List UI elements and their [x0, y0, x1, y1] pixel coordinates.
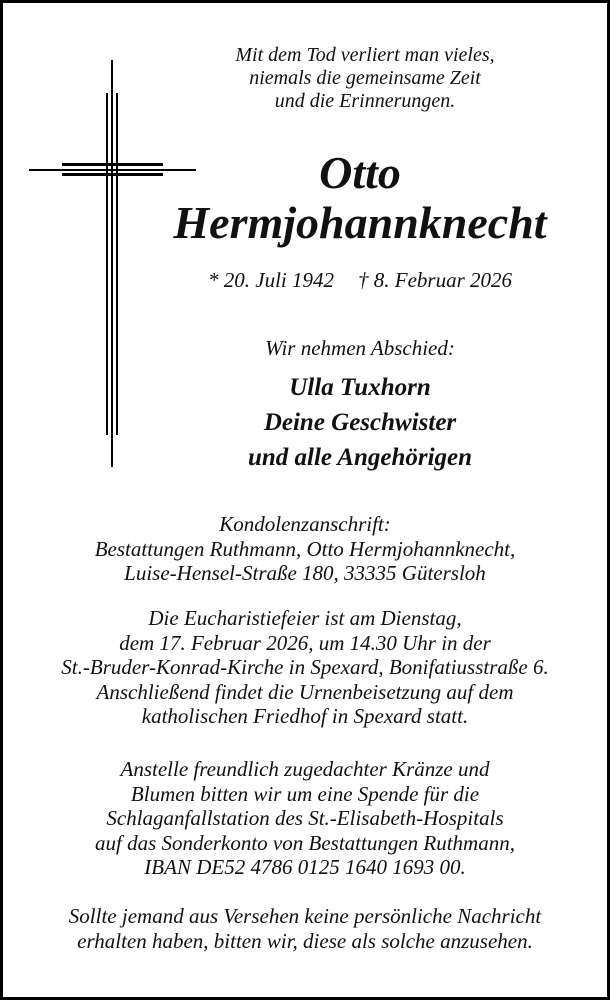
- donation-line: auf das Sonderkonto von Bestattungen Ruthmann,: [95, 830, 515, 855]
- donation-line: Schlaganfallstation des St.-Elisabeth-Hospitals: [106, 806, 504, 830]
- death-date: † 8. Februar 2026: [358, 268, 512, 292]
- service-line: St.-Bruder-Konrad-Kirche in Spexard, Bonifatiusstraße 6.: [61, 655, 549, 679]
- motto-line: Mit dem Tod verliert man vieles,: [235, 44, 495, 66]
- service-line: dem 17. Februar 2026, um 14.30 Uhr in der: [119, 630, 491, 655]
- condolence-line: Bestattungen Ruthmann, Otto Hermjohannknecht,: [94, 536, 516, 561]
- service-line: Anschließend findet die Urnenbeisetzung auf dem: [96, 679, 514, 704]
- first-name: Otto: [319, 147, 401, 198]
- last-name: Hermjohannknecht: [173, 197, 547, 248]
- farewell-text: Wir nehmen Abschied:: [265, 336, 455, 360]
- deceased-name: [130, 148, 590, 248]
- motto-quote: [200, 44, 530, 113]
- life-dates: [180, 268, 540, 293]
- notice-line: Sollte jemand aus Versehen keine persönliche Nachricht: [68, 904, 542, 928]
- donation-line: IBAN DE52 4786 0125 1640 1693 00.: [144, 855, 466, 879]
- birth-date: * 20. Juli 1942: [208, 268, 334, 292]
- mourner: Ulla Tuxhorn: [289, 374, 431, 401]
- motto-line: und die Erinnerungen.: [274, 90, 456, 112]
- motto-line: niemals die gemeinsame Zeit: [249, 67, 481, 89]
- condolence-address: [10, 512, 600, 586]
- mourner: Deine Geschwister: [263, 409, 457, 436]
- service-line: Die Eucharistiefeier ist am Dienstag,: [148, 606, 462, 630]
- condolence-line: Luise-Hensel-Straße 180, 33335 Gütersloh: [124, 561, 486, 585]
- service-info: [10, 606, 600, 729]
- service-line: katholischen Friedhof in Spexard statt.: [141, 704, 469, 728]
- farewell-intro: [180, 336, 540, 361]
- donation-line: Blumen bitten wir um eine Spende für die: [130, 781, 480, 806]
- mourners-list: [180, 370, 540, 475]
- donation-line: Anstelle freundlich zugedachter Kränze und: [120, 757, 490, 781]
- notice-line: erhalten haben, bitten wir, diese als solche anzusehen.: [77, 928, 533, 953]
- notice-text: [10, 904, 600, 953]
- mourner: und alle Angehörigen: [247, 444, 473, 471]
- donation-info: [10, 757, 600, 880]
- condolence-line: Kondolenzanschrift:: [219, 512, 391, 536]
